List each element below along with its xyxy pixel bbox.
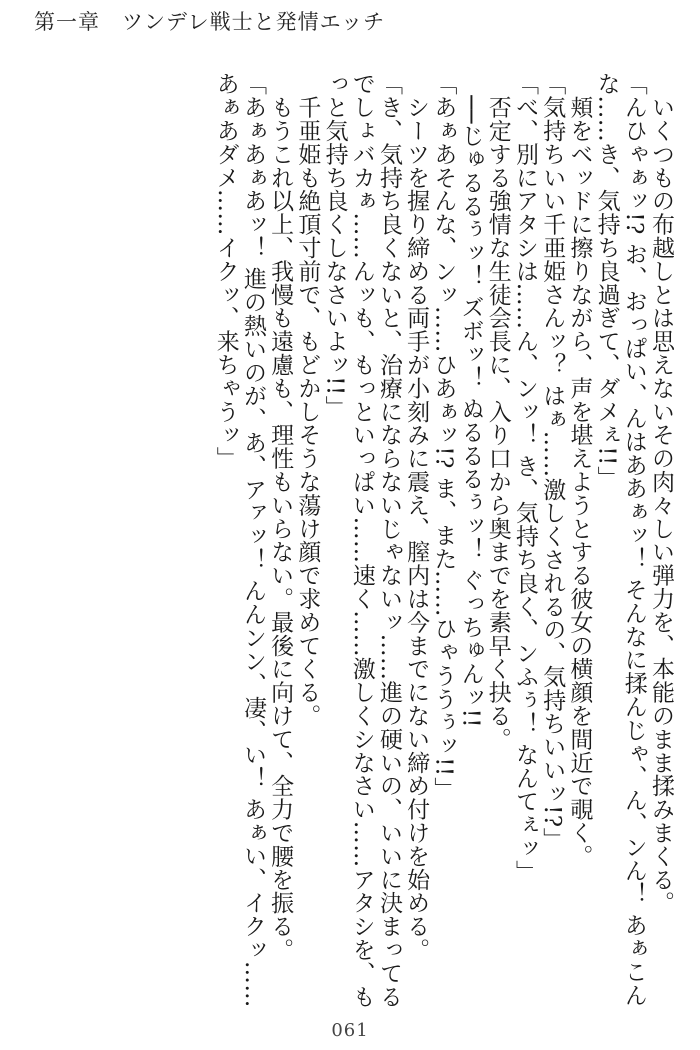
paragraph: 頬をベッドに擦りながら、声を堪えようとする彼女の横顔を間近で覗く。	[566, 72, 593, 868]
paragraph: 「べ、別にアタシは……ん、ンッ！ き、気持ち良く、ンふぅ！ なんてぇッ」	[511, 72, 538, 884]
body-text	[24, 72, 674, 1012]
paragraph: ──じゅるるぅッ！ ズボッ！ ぬるるるぅッ！ ぐっちゅんッ!!	[457, 72, 484, 728]
paragraph: いくつもの布越しとは思えないその肉々しい弾力を、本能のまま揉みまくる。	[648, 72, 674, 915]
page-number: 061	[331, 1020, 369, 1041]
running-head-chapter-title: 第一章 ツンデレ戦士と発情エッチ	[34, 10, 386, 34]
paragraph: 「あぁあぁあッ！ 進の熱いのが、あ、アァッ！ んんンン、凄、い！ あぁい、イクッ……あぁあダメ……イクッ、来ちゃうッ」	[212, 72, 266, 1008]
paragraph: 千亜姫も絶頂寸前で、もどかしそうな蕩け顔で求めてくる。	[294, 72, 321, 728]
paragraph: 「あぁあそんな、ンッ……ひあぁッ!? ま、また……ひゃううぅッ!!」	[430, 72, 457, 800]
paragraph: 「気持ちいい千亜姫さんッ？ はぁ……激しくされるの、気持ちいいッ!?」	[539, 72, 566, 851]
paragraph: もうこれ以上、我慢も遠慮も、理性もいらない。最後に向けて、全力で腰を振る。	[267, 72, 294, 962]
paragraph: シーツを握り締める両手が小刻みに震え、膣内は今までにない締め付けを始める。	[403, 72, 430, 962]
paragraph: 「き、気持ち良くないと、治療にならないじゃないッ……進の硬いの、いいに決まってるでしょバカぁ……んッも、もっといっぱい……速く……激しくシなさい……アタシを、もっと気持ち良くしなさいよッ!!」	[321, 72, 402, 1008]
paragraph: 「んひゃぁッ!? お、おっぱい、んはああぁッ！ そんなに揉んじゃ、ん、ンん！ あぁこんな……き、気持ち良過ぎて、ダメぇ!!」	[593, 72, 647, 1007]
paragraph: 否定する強情な生徒会長に、入り口から奥までを素早く抉る。	[484, 72, 511, 751]
